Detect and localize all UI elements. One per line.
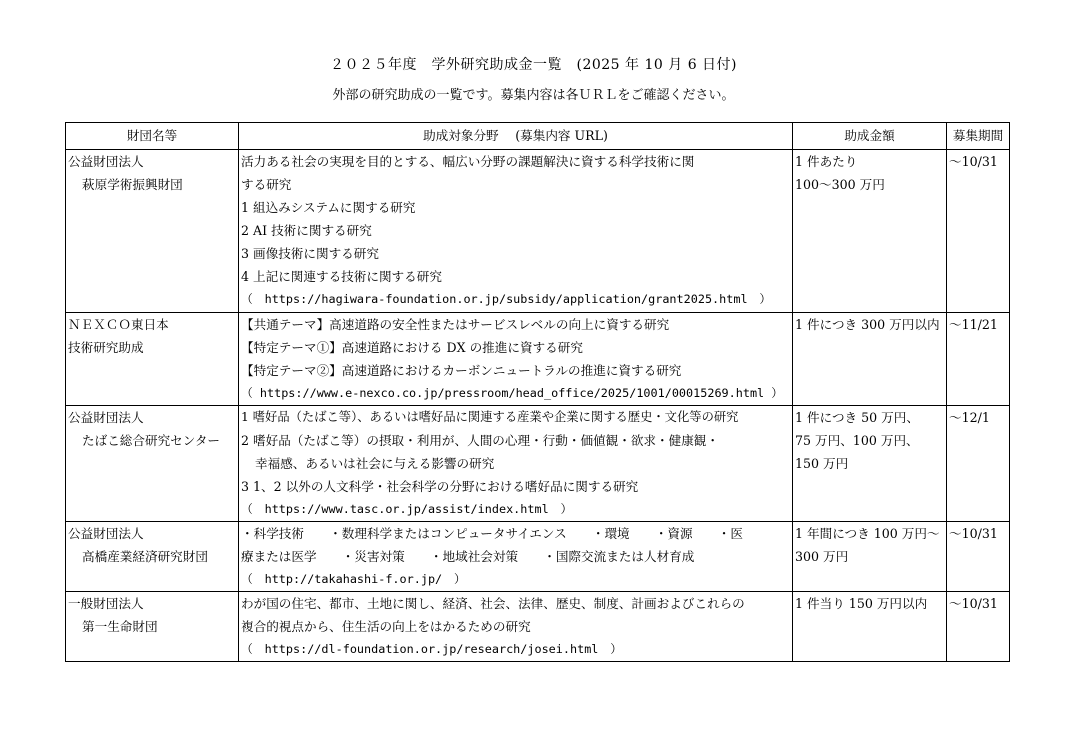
field-line: わが国の住宅、都市、土地に関し、経済、社会、法律、歴史、制度、計画およびこれらの	[241, 596, 745, 611]
period-cell: ～11/21	[947, 313, 1010, 406]
application-url-link[interactable]: （ http://takahashi-f.or.jp/ ）	[241, 572, 466, 586]
foundation-type: 公益財団法人	[68, 526, 144, 541]
page-title: ２０２５年度 学外研究助成金一覧 (2025 年 10 月 6 日付)	[329, 57, 738, 73]
amount-line: 75 万円、100 万円、	[795, 433, 919, 448]
foundation-cell	[66, 522, 239, 592]
amount-cell	[793, 592, 947, 662]
field-line: 【特定テーマ②】高速道路におけるカーボンニュートラルの推進に資する研究	[241, 363, 682, 378]
field-line: 4 上記に関連する技術に関する研究	[241, 269, 442, 284]
amount-line: 1 件につき 300 万円以内	[795, 317, 940, 332]
field-line: 療または医学 ・災害対策 ・地域社会対策 ・国際交流または人材育成	[241, 549, 695, 564]
foundation-name: ＮＥＸＣＯ東日本	[68, 317, 169, 332]
foundation-type: 公益財団法人	[68, 410, 144, 425]
field-line: 活力ある社会の実現を目的とする、幅広い分野の課題解決に資する科学技術に関	[241, 154, 695, 169]
table-row	[66, 592, 1010, 662]
header-foundation: 財団名等	[66, 123, 239, 150]
field-cell	[239, 406, 793, 522]
table-row	[66, 313, 1010, 406]
header-amount: 助成金額	[793, 123, 947, 150]
amount-line: 300 万円	[795, 549, 849, 564]
field-line: 2 AI 技術に関する研究	[241, 223, 372, 238]
foundation-cell	[66, 313, 239, 406]
foundation-name: たばこ総合研究センター	[82, 433, 221, 448]
field-line: 3 画像技術に関する研究	[241, 246, 379, 261]
period-cell: ～10/31	[947, 150, 1010, 313]
field-line: 複合的視点から、住生活の向上をはかるための研究	[241, 619, 531, 634]
foundation-type: 公益財団法人	[68, 154, 144, 169]
table-header-row	[66, 123, 1010, 150]
foundation-name: 高橋産業経済研究財団	[82, 549, 208, 564]
field-line: 1 組込みシステムに関する研究	[241, 200, 416, 215]
field-line: する研究	[241, 177, 292, 192]
field-line: ・科学技術 ・数理科学またはコンピュータサイエンス ・環境 ・資源 ・医	[241, 526, 743, 541]
foundation-name: 萩原学術振興財団	[82, 177, 183, 192]
field-cell	[239, 522, 793, 592]
page-subtitle: 外部の研究助成の一覧です。募集内容は各ＵＲＬをご確認ください。	[332, 88, 735, 103]
field-line: 2 嗜好品（たばこ等）の摂取・利用が、人間の心理・行動・価値観・欲求・健康観・	[241, 433, 719, 448]
period-cell: ～12/1	[947, 406, 1010, 522]
application-url-link[interactable]: （ https://www.e-nexco.co.jp/pressroom/head_office/2025/1001/00015269.html ）	[241, 386, 784, 400]
period-cell: ～10/31	[947, 522, 1010, 592]
table-row	[66, 522, 1010, 592]
amount-line: 100～300 万円	[795, 177, 885, 192]
application-url-link[interactable]: （ https://hagiwara-foundation.or.jp/subsidy/application/grant2025.html ）	[241, 292, 772, 306]
amount-line: 1 年間につき 100 万円～	[795, 526, 940, 541]
amount-cell	[793, 406, 947, 522]
foundation-type: 一般財団法人	[68, 596, 144, 611]
field-line: 【共通テーマ】高速道路の安全性またはサービスレベルの向上に資する研究	[241, 317, 670, 332]
header-field: 助成対象分野 (募集内容 URL)	[239, 123, 793, 150]
foundation-cell	[66, 150, 239, 313]
application-url-link[interactable]: （ https://www.tasc.or.jp/assist/index.html ）	[241, 502, 573, 516]
amount-cell	[793, 313, 947, 406]
table-row	[66, 150, 1010, 313]
amount-cell	[793, 150, 947, 313]
field-line: 幸福感、あるいは社会に与える影響の研究	[255, 456, 495, 471]
header-period: 募集期間	[947, 123, 1010, 150]
foundation-program: 技術研究助成	[68, 340, 144, 355]
amount-line: 1 件あたり	[795, 154, 858, 169]
amount-cell	[793, 522, 947, 592]
foundation-cell	[66, 592, 239, 662]
grant-table	[65, 122, 1010, 662]
application-url-link[interactable]: （ https://dl-foundation.or.jp/research/josei.html ）	[241, 642, 622, 656]
field-cell	[239, 592, 793, 662]
field-line: 1 嗜好品（たばこ等）、あるいは嗜好品に関連する産業や企業に関する歴史・文化等の研究	[241, 410, 739, 424]
foundation-cell	[66, 406, 239, 522]
period-cell: ～10/31	[947, 592, 1010, 662]
table-row	[66, 406, 1010, 522]
amount-line: 150 万円	[795, 456, 849, 471]
amount-line: 1 件当り 150 万円以内	[795, 596, 928, 611]
field-line: 【特定テーマ①】高速道路における DX の推進に資する研究	[241, 340, 583, 355]
amount-line: 1 件につき 50 万円、	[795, 410, 919, 425]
field-line: 3 1、2 以外の人文科学・社会科学の分野における嗜好品に関する研究	[241, 479, 639, 494]
field-cell	[239, 313, 793, 406]
field-cell	[239, 150, 793, 313]
foundation-name: 第一生命財団	[82, 619, 158, 634]
